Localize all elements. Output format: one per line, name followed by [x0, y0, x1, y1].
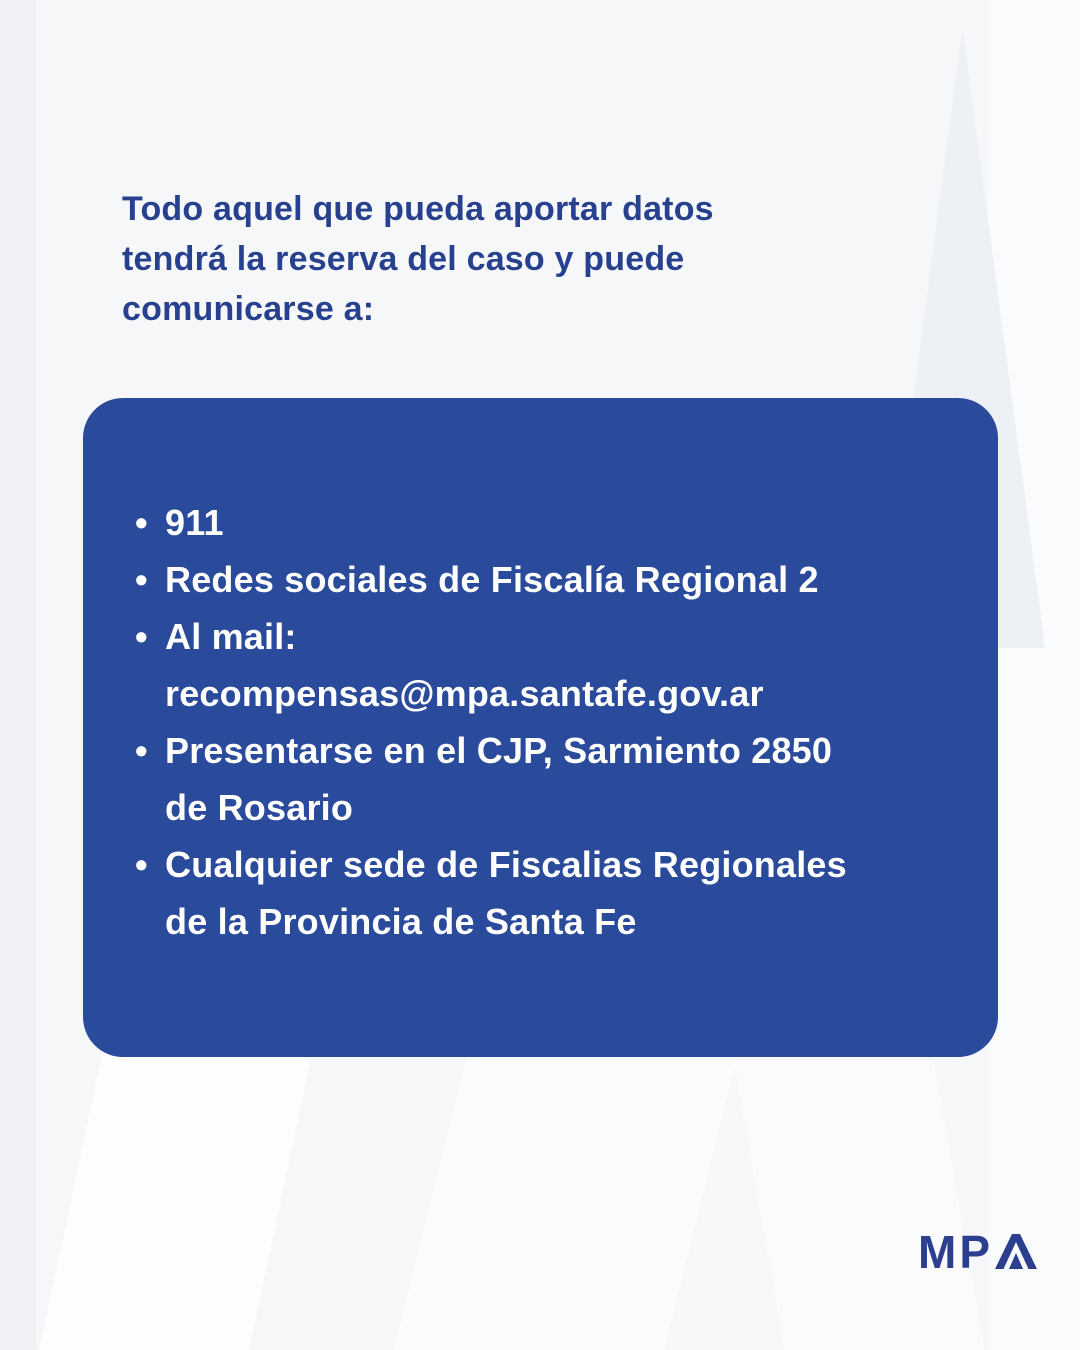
mpa-logo-text: MP [918, 1226, 993, 1278]
mpa-logo [918, 1226, 1037, 1278]
intro-heading-line: tendrá la reserva del caso y puede [122, 240, 685, 278]
contact-item-text: de Rosario [165, 787, 354, 828]
contact-panel [83, 398, 998, 1057]
contact-item-text: Redes sociales de Fiscalía Regional 2 [165, 559, 819, 600]
contact-list [83, 398, 998, 950]
intro-heading-line: comunicarse a: [122, 290, 375, 328]
contact-item-email [135, 608, 958, 722]
contact-item-text: de la Provincia de Santa Fe [165, 901, 637, 942]
bullet-icon: • [135, 559, 148, 600]
contact-item-text: Al mail: [165, 616, 297, 657]
contact-item-social-media [135, 551, 958, 608]
mpa-logo-a-icon [995, 1234, 1037, 1269]
background-right-band [988, 0, 1080, 1350]
contact-item-text: 911 [165, 502, 224, 543]
contact-item-911 [135, 494, 958, 551]
background-diagonal-band [35, 1040, 315, 1350]
contact-item-cjp-address [135, 722, 958, 836]
bullet-icon: • [135, 730, 148, 771]
contact-item-regional-offices [135, 836, 958, 950]
contact-item-text: Cualquier sede de Fiscalias Regionales [165, 844, 847, 885]
intro-heading [122, 184, 882, 334]
background-left-band [0, 0, 36, 1350]
bullet-icon: • [135, 502, 148, 543]
intro-heading-line: Todo aquel que pueda aportar datos [122, 190, 714, 228]
background-diagonal-band [734, 1060, 987, 1350]
background-diagonal-band [389, 1040, 741, 1350]
contact-item-email-address: recompensas@mpa.santafe.gov.ar [165, 673, 764, 714]
contact-item-text: Presentarse en el CJP, Sarmiento 2850 [165, 730, 833, 771]
bullet-icon: • [135, 844, 148, 885]
bullet-icon: • [135, 616, 148, 657]
